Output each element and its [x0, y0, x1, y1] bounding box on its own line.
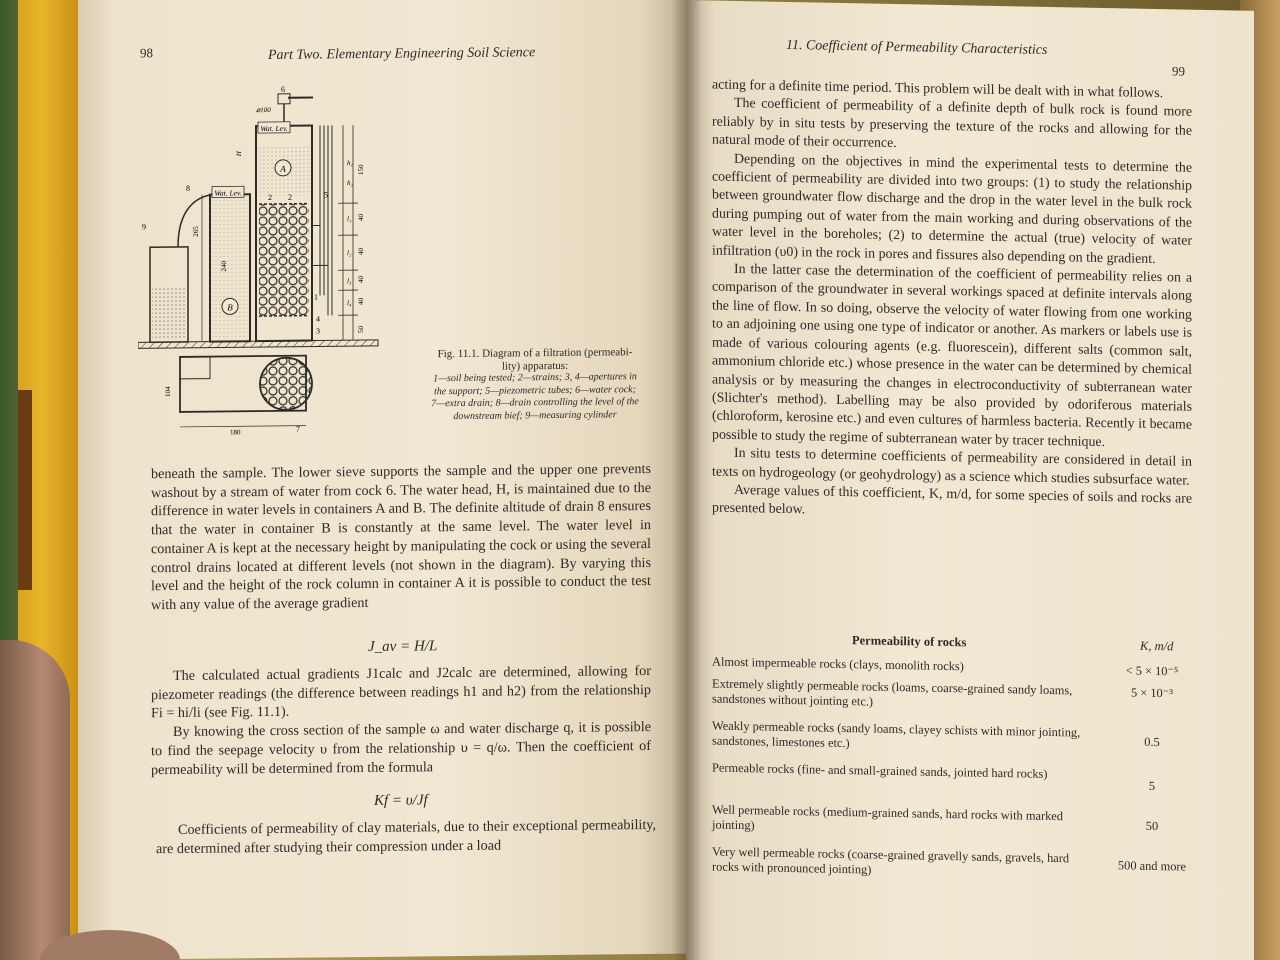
- table-cell-desc: Extremely slightly permeable rocks (loams, coarse-grained sandy loams, sandstones without jointing etc.): [712, 676, 1073, 709]
- running-head-right: 11. Coefficient of Permeability Characteristics: [786, 37, 1048, 58]
- figure-caption-title-2: lity) apparatus:: [501, 359, 569, 373]
- figure-caption-line: 7—extra drain; 8—drain controlling the level of the: [431, 396, 639, 410]
- num-8: 8: [186, 183, 190, 193]
- page-number-left: 98: [140, 45, 153, 61]
- equation-average-gradient: J_av = H/L: [368, 638, 438, 655]
- cover-stripe: [18, 390, 32, 590]
- figure-caption: [410, 346, 660, 424]
- filtration-apparatus-diagram: [138, 84, 428, 437]
- dim-40-a: 40: [357, 213, 365, 222]
- paragraph: The calculated actual gradients J1calc and J2calc are determined, allowing for piezometer readings (the difference between readings h1 and h2) from the relationship Fi = hi/li (see Fig. 11.1).: [151, 662, 651, 722]
- table-cell-desc: Very well permeable rocks (coarse-grained gravelly sands, gravels, hard rocks with pronounced jointing): [712, 844, 1070, 877]
- table-cell-desc: Permeable rocks (fine- and small-grained sands, jointed hard rocks): [712, 760, 1048, 781]
- table-row: [712, 718, 1202, 763]
- dim-40-c: 40: [357, 275, 365, 284]
- label-l3: l₃: [347, 277, 352, 286]
- table-cell-k: 0.5: [1144, 734, 1160, 750]
- label-l4: l₄: [347, 299, 352, 308]
- dim-40-d: 40: [357, 297, 365, 306]
- table-row: [712, 676, 1202, 721]
- table-row: [712, 802, 1202, 847]
- num-3: 3: [316, 326, 320, 336]
- table-row: [712, 760, 1202, 805]
- num-9: 9: [142, 222, 146, 232]
- paragraph: By knowing the cross section of the sample ω and water discharge q, it is possible to find the seepage velocity υ from the relationship υ = q/ω. Then the coefficient of permeability will be determined from the formula: [151, 719, 651, 778]
- table-header-rocks: Permeability of rocks: [852, 633, 967, 650]
- table-cell-desc: Weakly permeable rocks (sandy loams, clayey schists with minor jointing, sandstones, limestones etc.): [712, 718, 1081, 751]
- table-cell-k: 5 × 10⁻³: [1130, 685, 1174, 701]
- dim-240: 240: [220, 260, 228, 272]
- num-1: 1: [314, 292, 318, 302]
- diagram-label-B: B: [227, 302, 233, 313]
- dim-150: 150: [357, 164, 365, 176]
- page-number-right: 99: [1172, 63, 1185, 79]
- num-6: 6: [281, 84, 285, 94]
- label-l2: l₂: [347, 249, 352, 258]
- diagram-label-wat-lev-top: Wat. Lev.: [260, 123, 288, 134]
- figure-caption-line: downstream bief; 9—measuring cylinder: [453, 408, 617, 422]
- figure-caption-line: the support; 5—piezometric tubes; 6—water cock;: [434, 383, 636, 397]
- dim-180: 180: [230, 428, 241, 437]
- table-cell-k: < 5 × 10⁻⁵: [1125, 663, 1179, 679]
- num-2-top: 2: [288, 192, 292, 202]
- num-5: 5: [324, 190, 328, 200]
- running-head-left: Part Two. Elementary Engineering Soil Science: [268, 45, 536, 64]
- right-page: [686, 0, 1254, 960]
- figure-caption-line: 1—soil being tested; 2—strains; 3, 4—apertures in: [433, 371, 637, 385]
- dim-H: H: [235, 151, 243, 157]
- left-body-text-3: [156, 816, 656, 859]
- left-body-text-2: [151, 662, 651, 779]
- table-cell-k: 50: [1145, 818, 1159, 834]
- paragraph: Depending on the objectives in mind the experimental tests to determine the coefficient of permeability are divided into two groups: (1) to study the relationship between groundwater flow discharge and the drop in the water level in the bulk rock during pumping out of water from the main working and during observations of the water level in the boreholes; (2) to determine the actual (true) velocity of water infiltration (υ0) in the rock in pores and fissures also depending on the gradient.: [712, 151, 1192, 267]
- paragraph: In situ tests to determine coefficients of permeability are considered in detail in texts on hydrogeology (or geohydrology) as a science which studies subsurface water.: [712, 446, 1192, 489]
- dim-265: 265: [192, 226, 200, 237]
- label-l1: l₁: [347, 215, 352, 224]
- hand: [0, 640, 70, 960]
- paragraph: beneath the sample. The lower sieve supports the sample and the upper one prevents washout by a stream of water from cock 6. The water head, H, is maintained due to the difference in water levels in containers A and B. The definite altitude of drain 8 ensures that the water in container B is constantly at the same level. The water level in container A is kept at the necessary height by manipulating the cock or using the several control drains located at different levels (not shown in the diagram). By varying this level and the height of the rock column in container A it is possible to conduct the test with any value of the average gradient: [151, 460, 651, 614]
- permeability-table: [712, 630, 1202, 877]
- num-4: 4: [316, 314, 320, 324]
- table-cell-k: 500 and more: [1117, 858, 1187, 874]
- paragraph: The coefficient of permeability of a definite depth of bulk rock is found more reliably by in situ tests by preserving the texture of the rocks and allowing for the natural mode of their occurrence.: [712, 96, 1192, 152]
- table-cell-k: 5: [1148, 778, 1156, 794]
- paragraph: acting for a definite time period. This problem will be dealt with in what follows.: [712, 77, 1164, 102]
- left-body-text: [151, 460, 651, 615]
- paragraph: Coefficients of permeability of clay materials, due to their exceptional permeability, are determined after studying their compression under a load: [156, 816, 656, 857]
- table-cell-desc: Well permeable rocks (medium-grained sands, hard rocks with marked jointing): [712, 802, 1063, 833]
- paragraph: Average values of this coefficient, K, m/d, for some species of soils and rocks are presented below.: [712, 482, 1192, 518]
- label-h1: h₁: [347, 159, 353, 168]
- table-cell-desc: Almost impermeable rocks (clays, monolith rocks): [712, 654, 964, 674]
- dim-40-b: 40: [357, 247, 365, 256]
- table-header-k: K, m/d: [1140, 638, 1174, 654]
- num-7: 7: [296, 424, 300, 434]
- equation-permeability: Kf = υ/Jf: [374, 792, 428, 809]
- diagram-label-A: A: [280, 163, 286, 174]
- figure-caption-title-1: Fig. 11.1. Diagram of a filtration (permeabi-: [437, 346, 633, 361]
- diam-100: ⌀100: [256, 105, 271, 115]
- paragraph: In the latter case the determination of the coefficient of permeability relies on a comparison of the groundwater in several workings spaced at definite intervals along the line of flow. In so doing, observe the velocity of water flowing from one working to an adjoining one using one type of indicator or another. As markers or labels use is made of various colouring agents (e.g. fluorescein), different salts (common salt, ammonium chloride etc.) whose presence in the water can be determined by chemical analysis or by measuring the changes in electroconductivity of subterranean water (Slichter's method). Labelling may be also provided by odoriferous materials (chloroform, kerosine etc.) and even cultures of harmless bacteria. Recently it became possible to study the regime of subterranean water by tracer technique.: [712, 261, 1192, 450]
- left-page: [78, 0, 690, 960]
- book-gutter: [672, 0, 702, 960]
- right-body-text: [712, 76, 1192, 527]
- dim-104: 104: [164, 386, 172, 398]
- num-2-left: 2: [268, 192, 272, 203]
- dim-50: 50: [357, 325, 365, 334]
- table-row: [712, 844, 1202, 889]
- diagram-label-wat-lev-mid: Wat. Lev.: [214, 188, 242, 198]
- label-h2: h₂: [347, 179, 353, 188]
